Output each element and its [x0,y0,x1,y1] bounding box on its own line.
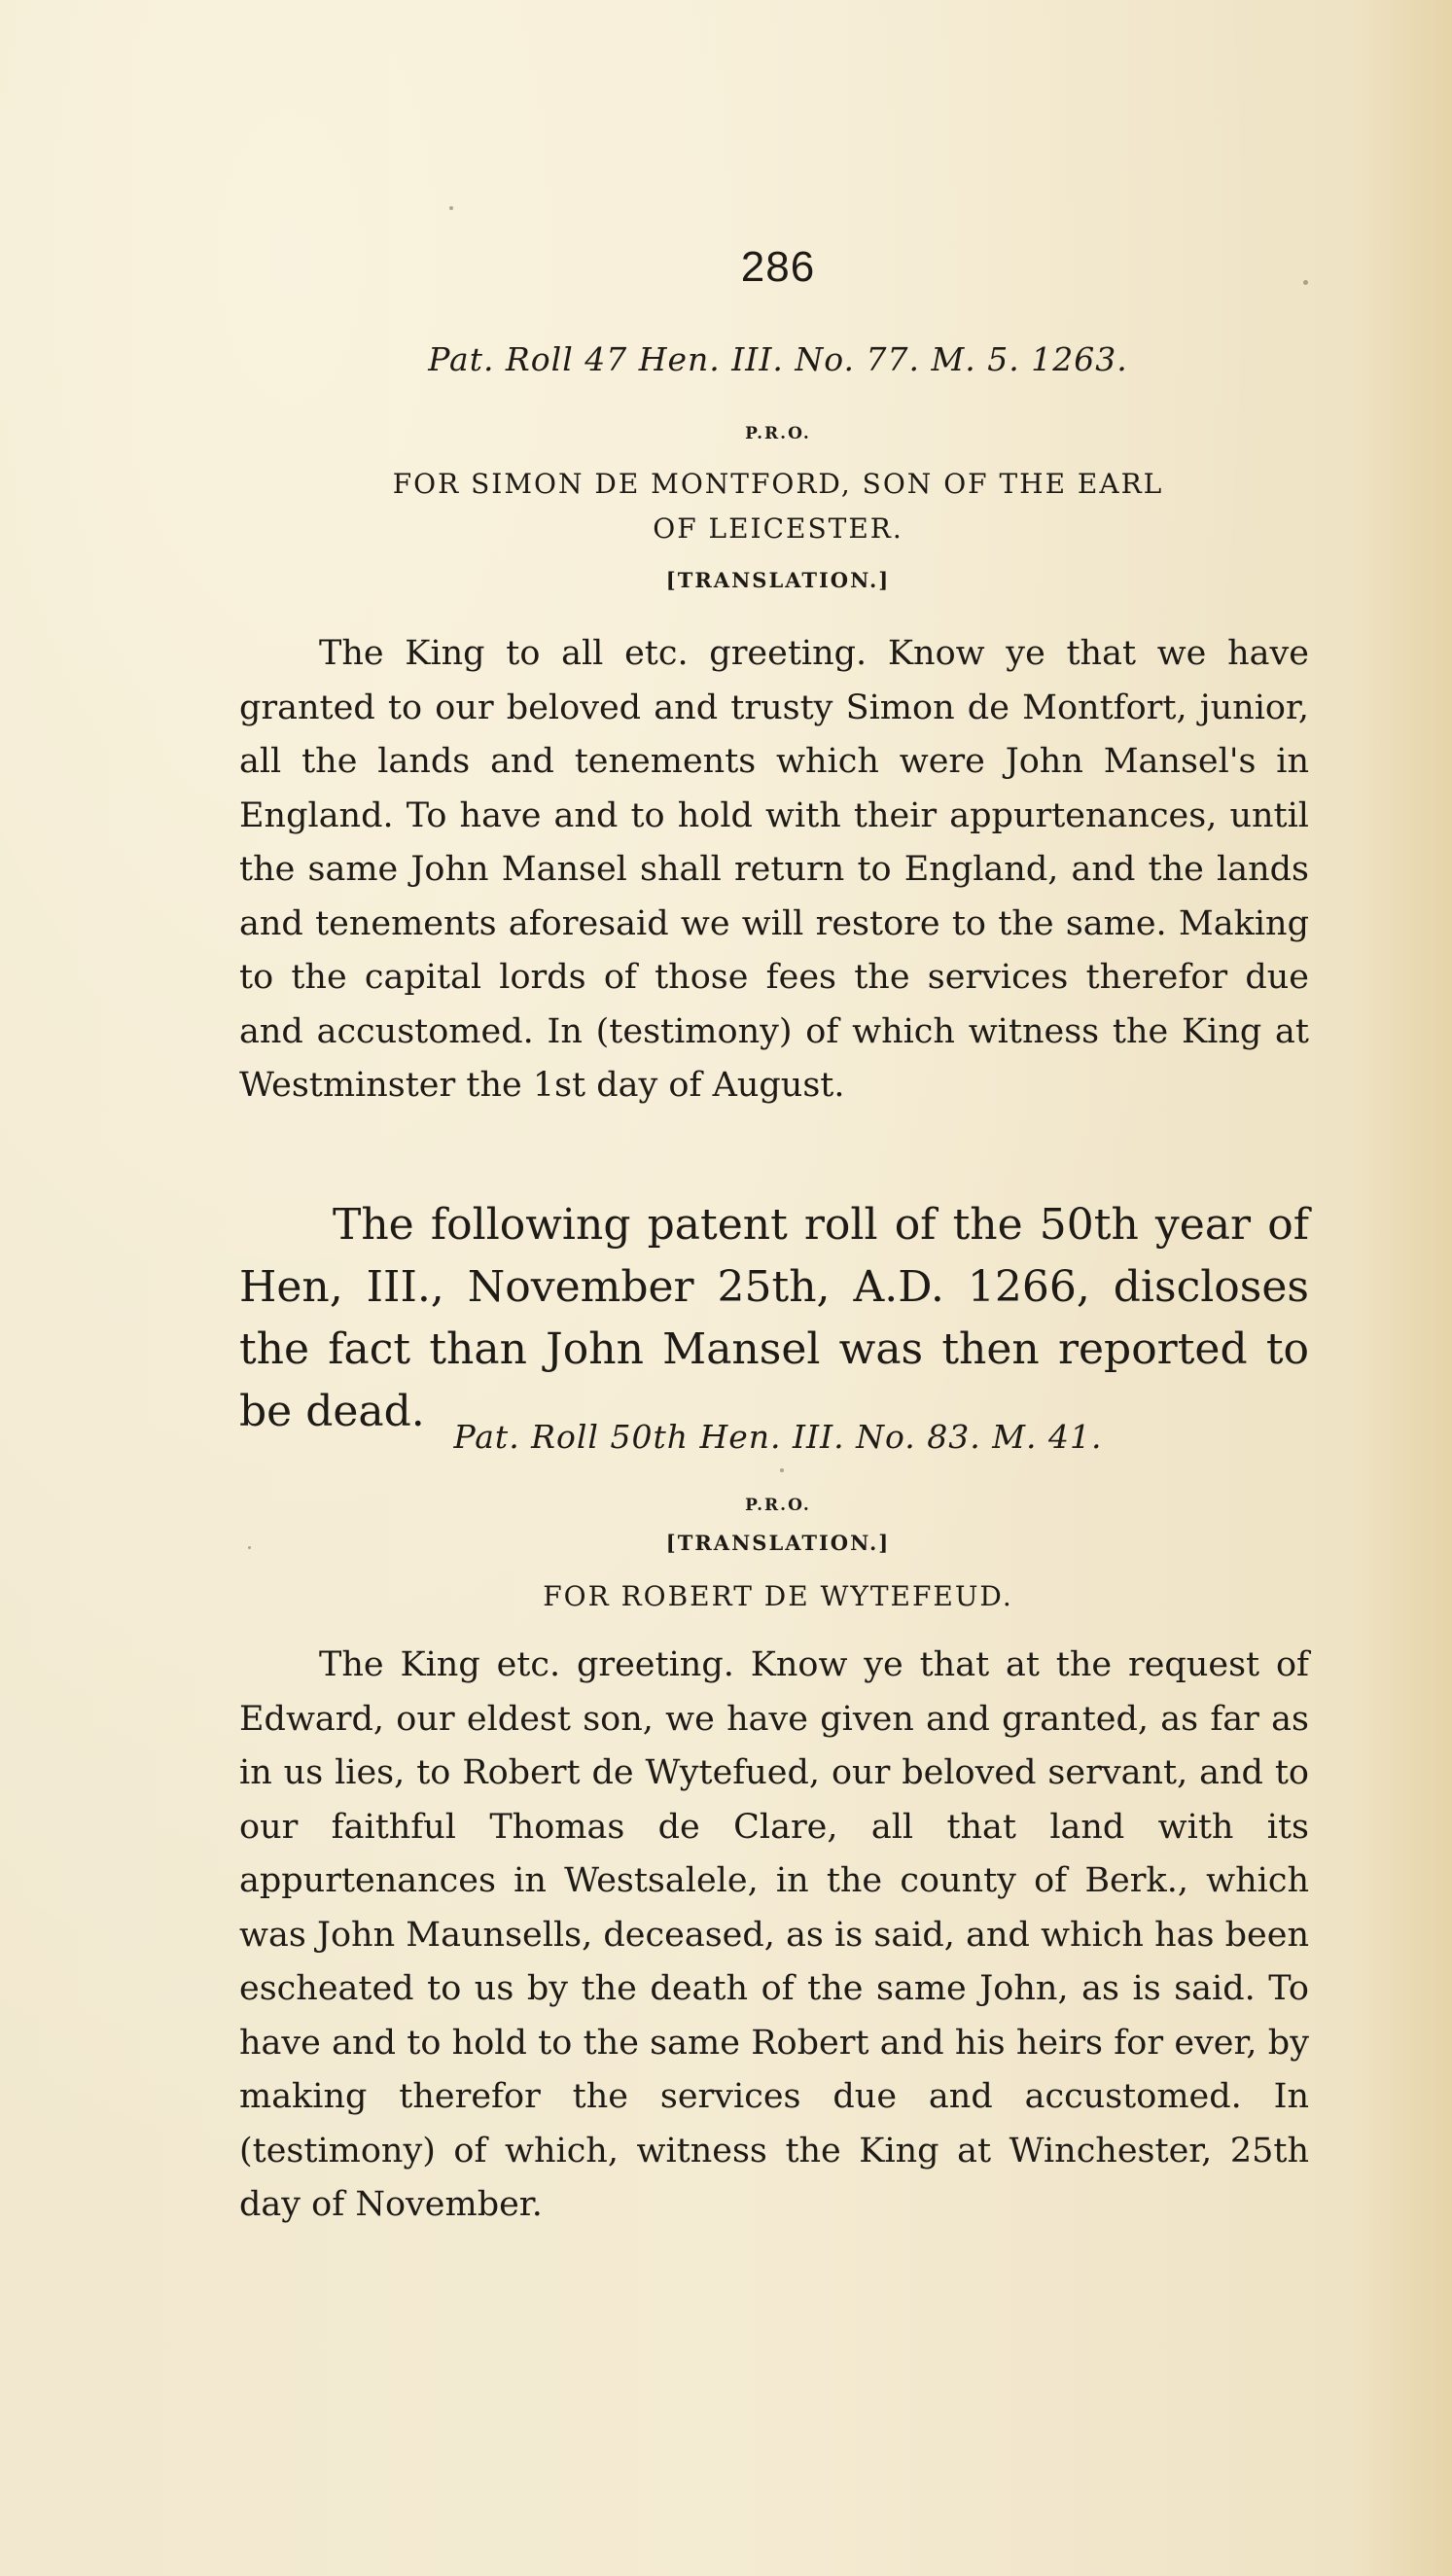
section1-body [239,627,1309,1113]
section1-translation-label: [TRANSLATION.] [665,568,891,592]
page-number: 286 [740,243,816,291]
section1-paragraph: The King to all etc. greeting. Know ye that we have granted to our beloved and trusty Simon de Montfort, junior, all the lands and tenements which were John Mansel's in England. To have and to hold with their appurtenances, until the same John Mansel shall return to England, and the lands and tenements aforesaid we will restore to the same. Making to the capital lords of those fees the services therefor due and accustomed. In (testimony) of which witness the King at Westminster the 1st day of August. [239,634,1309,1105]
section2-source: P.R.O. [745,1496,811,1515]
section1-title-line2: OF LEICESTER. [653,512,903,545]
section1-source: P.R.O. [745,424,811,443]
interlude [239,1194,1309,1443]
section1-reference: Pat. Roll 47 Hen. III. No. 77. M. 5. 1263. [428,340,1128,378]
interlude-paragraph: The following patent roll of the 50th year of Hen, III., November 25th, A.D. 1266, discloses the fact than John Mansel was then reported to be dead. [239,1200,1309,1436]
section2-title: FOR ROBERT DE WYTEFEUD. [543,1580,1013,1612]
print-speck [449,206,453,210]
section2-paragraph: The King etc. greeting. Know ye that at the request of Edward, our eldest son, we have given and granted, as far as in us lies, to Robert de Wytefued, our beloved servant, and to our faithful Thomas de Clare, all that land with its appurtenances in Westsalele, in the county of Berk., which was John Maunsells, deceased, as is said, and which has been escheated to us by the death of the same John, as is said. To have and to hold to the same Robert and his heirs for ever, by making therefor the services due and accustomed. In (testimony) of which, witness the King at Winchester, 25th day of November. [239,1645,1309,2224]
section2-translation-label: [TRANSLATION.] [665,1531,891,1555]
section2-reference: Pat. Roll 50th Hen. III. No. 83. M. 41. [453,1418,1103,1456]
print-speck [780,1468,784,1472]
section2-body [239,1639,1309,2233]
section1-title-line1: FOR SIMON DE MONTFORD, SON OF THE EARL [392,468,1164,500]
